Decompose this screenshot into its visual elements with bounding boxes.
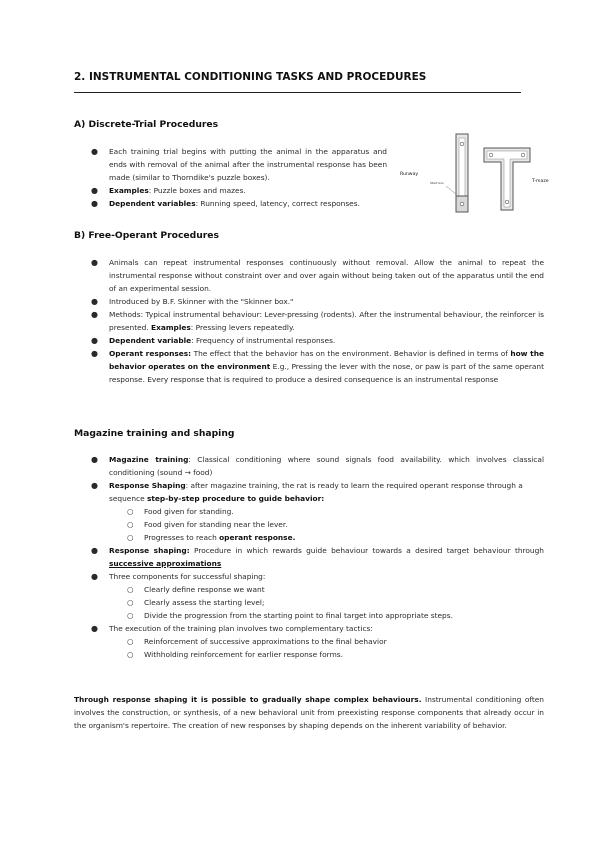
bullet-icon: ● [91, 199, 98, 208]
section-a-heading: A) Discrete-Trial Procedures [74, 119, 219, 130]
bullet-icon: ● [91, 572, 98, 581]
tmaze-left-goal [489, 153, 493, 157]
circle-bullet-icon: ○ [127, 520, 134, 529]
sub-list [109, 583, 544, 622]
section-b-list [91, 256, 545, 386]
sub-list-item: ○ Divide the progression from the starting point to final target into appropriate steps. [127, 611, 453, 620]
section-a-list [91, 145, 387, 210]
list-item: ● Dependent variable: Frequency of instrumental responses. [91, 336, 336, 345]
runway-inner [459, 138, 465, 204]
circle-bullet-icon: ○ [127, 598, 134, 607]
list-item: ● Response shaping: Procedure in which rewards guide behaviour towards a desired target behaviour through successive approximations [91, 546, 544, 568]
list-item: ● Three components for successful shaping: ○ Clearly define response we want ○ Clearly assess the starting level; ○ Divide the progression from the starting point to final target into appropriate steps. [109, 570, 544, 622]
section-c-list [91, 453, 544, 661]
circle-bullet-icon: ○ [127, 611, 134, 620]
list-item: ● Operant responses: The effect that the behavior has on the environment. Behavior is defined in terms of how the behavior operates on the environment E.g., Pressing the lever with the nose, or paw is part of the same operant response. Every response that is required to produce a desired consequence is an instrumental response [91, 349, 545, 384]
sub-list-item: ○ Withholding reinforcement for earlier response forms. [127, 650, 343, 659]
section-c-heading: Magazine training and shaping [74, 428, 235, 439]
list-item: ● Magazine training: Classical conditioning where sound signals food availability. which involves classical conditioning (sound → food) [91, 455, 544, 477]
bullet-icon: ● [91, 546, 98, 555]
bullet-icon: ● [91, 624, 98, 633]
pointer-line [446, 186, 456, 194]
list-item: ● The execution of the training plan involves two complementary tactics: ○ Reinforcement of successive approximations to the final behavior ○ Withholding reinforcement for earlier response forms. [109, 622, 544, 661]
bullet-icon: ● [91, 455, 98, 464]
start-box-label: Start box [430, 181, 444, 185]
circle-bullet-icon: ○ [127, 585, 134, 594]
sub-list-item: ○ Clearly define response we want [127, 585, 265, 594]
list-item: ● Animals can repeat instrumental responses continuously without removal. Allow the animal to repeat the instrumental response without constraint over and over again without being taken out of the apparatus until the end of an experimental session. [91, 258, 544, 293]
list-item: ● Methods: Typical instrumental behaviour: Lever-pressing (rodents). After the instrumental behaviour, the reinforcer is presented. Examples: Pressing levers repeatedly. [91, 310, 544, 332]
circle-bullet-icon: ○ [127, 507, 134, 516]
bullet-icon: ● [91, 258, 98, 267]
list-item: ● Dependent variables: Running speed, latency, correct responses. [91, 199, 360, 208]
list-item: ● Each training trial begins with putting the animal in the apparatus and ends with removal of the animal after the instrumental response has been made (similar to Thorndike's puzzle boxes). [91, 147, 387, 182]
page-title: 2. INSTRUMENTAL CONDITIONING TASKS AND PROCEDURES [74, 71, 427, 83]
bullet-icon: ● [91, 349, 98, 358]
maze-figure [392, 130, 552, 220]
sub-list [109, 635, 544, 661]
tmaze-label: T-maze [532, 179, 549, 184]
tmaze-start-marker [505, 200, 509, 204]
runway-label: Runway [400, 172, 419, 177]
bullet-icon: ● [91, 310, 98, 319]
runway-goal-marker [460, 142, 464, 146]
list-item: ● Examples: Puzzle boxes and mazes. [91, 186, 246, 195]
sub-list-item: ○ Progresses to reach operant response. [127, 533, 296, 542]
title-underline [74, 92, 521, 93]
list-item: ● Response Shaping: after magazine training, the rat is ready to learn the required operant response through a sequence step-by-step procedure to guide behavior: ○ Food given for standing. ○ Food given for standing near the lever. ○ Progresses to reach operant response. [109, 479, 544, 544]
sub-list-item: ○ Clearly assess the starting level; [127, 598, 265, 607]
final-paragraph: Through response shaping it is possible to gradually shape complex behaviours. Instrumental conditioning often involves the construction, or synthesis, of a new behavioral unit from preexisting response components that already occur in the organism's repertoire. The creation of new responses by shaping depends on the inherent variability of behavior. [74, 695, 544, 730]
sub-list-item: ○ Food given for standing near the lever. [127, 520, 288, 529]
bullet-icon: ● [91, 336, 98, 345]
successive-approximations-link[interactable]: successive approximations [109, 559, 222, 568]
bullet-icon: ● [91, 147, 98, 156]
bullet-icon: ● [91, 297, 98, 306]
section-b-heading: B) Free-Operant Procedures [74, 230, 219, 241]
circle-bullet-icon: ○ [127, 533, 134, 542]
sub-list-item: ○ Reinforcement of successive approximations to the final behavior [127, 637, 387, 646]
runway-start-marker [460, 202, 464, 206]
bullet-icon: ● [91, 186, 98, 195]
list-item: ● Introduced by B.F. Skinner with the "Skinner box." [91, 297, 294, 306]
sub-list-item: ○ Food given for standing. [127, 507, 234, 516]
tmaze-right-goal [521, 153, 525, 157]
circle-bullet-icon: ○ [127, 650, 134, 659]
bullet-icon: ● [91, 481, 98, 490]
sub-list [109, 505, 544, 544]
circle-bullet-icon: ○ [127, 637, 134, 646]
